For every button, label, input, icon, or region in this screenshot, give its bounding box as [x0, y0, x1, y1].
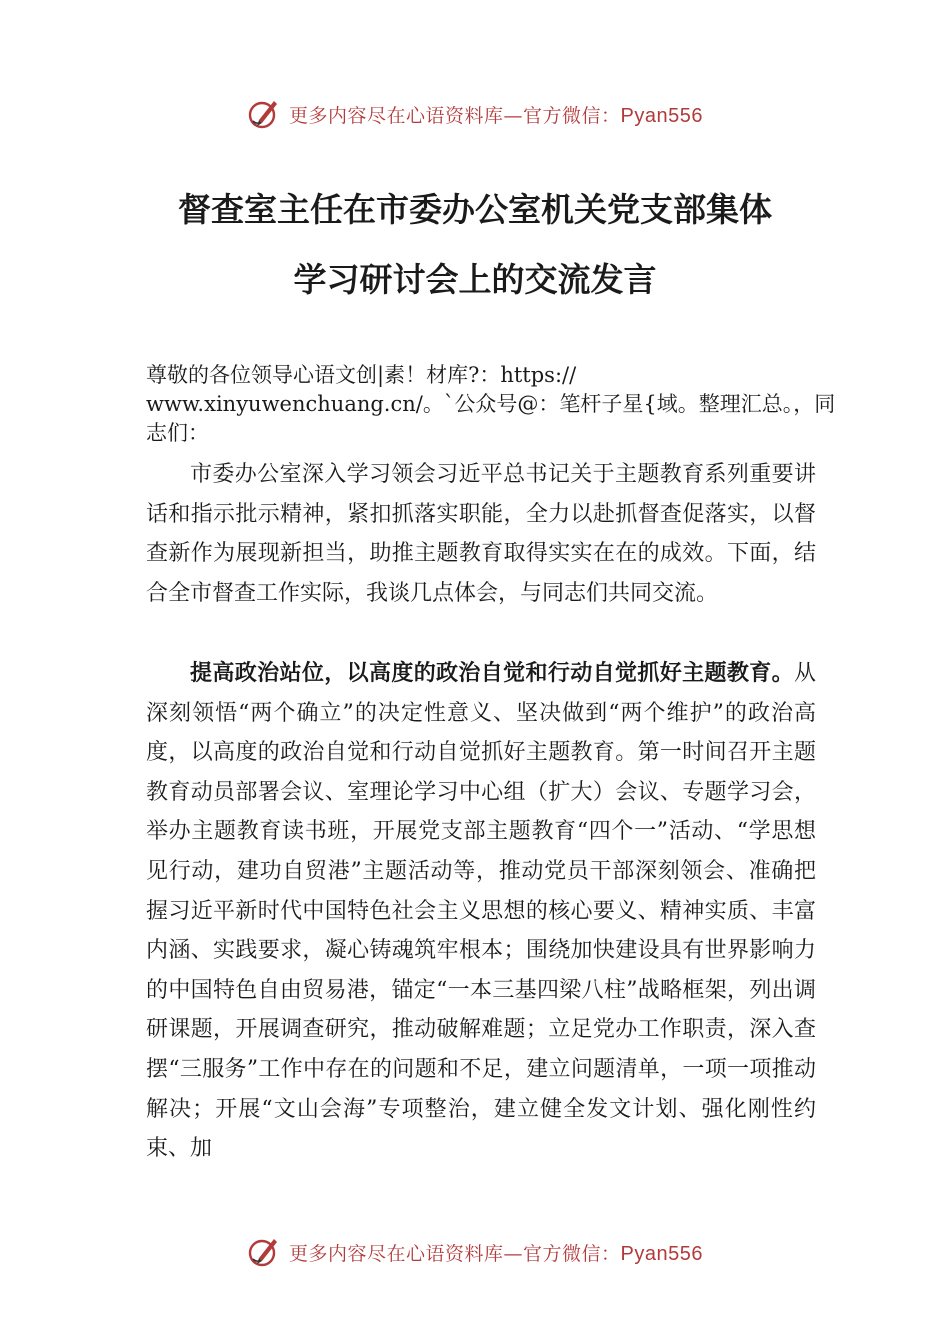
- watermark-banner-top: [0, 94, 950, 134]
- paragraph-body-text: 从深刻领悟“两个确立”的决定性意义、坚决做到“两个维护”的政治高度，以高度的政治自觉和行动自觉抓好主题教育。第一时间召开主题教育动员部署会议、室理论学习中心组（扩大）会议、专题学习会，举办主题教育读书班，开展党支部主题教育“四个一”活动、“学思想见行动，建功自贸港”主题活动等，推动党员干部深刻领会、准确把握习近平新时代中国特色社会主义思想的核心要义、精神实质、丰富内涵、实践要求，凝心铸魂筑牢根本；围绕加快建设具有世界影响力的中国特色自由贸易港，锚定“一本三基四梁八柱”战略框架，列出调研课题，开展调查研究，推动破解难题；立足党办工作职责，深入查摆“三服务”工作中存在的问题和不足，建立问题清单，一项一项推动解决；开展“文山会海”专项整治，建立健全发文计划、强化刚性约束、加: [146, 661, 816, 1162]
- body-paragraph-2: [146, 654, 816, 1169]
- watermark-account: Pyan556: [620, 1242, 703, 1265]
- quill-pen-logo-icon: [247, 1235, 281, 1269]
- watermark-text: 更多内容尽在心语资料库—官方微信：Pyan556: [289, 1242, 703, 1265]
- watermark-banner-bottom: [0, 1232, 950, 1272]
- paragraph-lead-heading: 提高政治站位，以高度的政治自觉和行动自觉抓好主题教育。: [190, 661, 794, 686]
- watermark-account: Pyan556: [620, 104, 703, 127]
- quill-pen-logo-icon: [247, 97, 281, 131]
- watermark-text: 更多内容尽在心语资料库—官方微信：Pyan556: [289, 104, 703, 127]
- document-title-line2: 学习研讨会上的交流发言: [293, 260, 657, 299]
- body-paragraph-1: 市委办公室深入学习领会习近平总书记关于主题教育系列重要讲话和指示批示精神，紧扣抓落实职能，全力以赴抓督查促落实，以督查新作为展现新担当，助推主题教育取得实实在在的成效。下面，结合全市督查工作实际，我谈几点体会，与同志们共同交流。: [146, 462, 816, 606]
- document-title-line1: 督查室主任在市委办公室机关党支部集体: [178, 190, 772, 229]
- salutation: 尊敬的各位领导心语文创|素！材库?：https:// www.xinyuwenchuang.cn/。`公众号@：笔杆子星{域。整理汇总。，同志们：: [146, 363, 836, 445]
